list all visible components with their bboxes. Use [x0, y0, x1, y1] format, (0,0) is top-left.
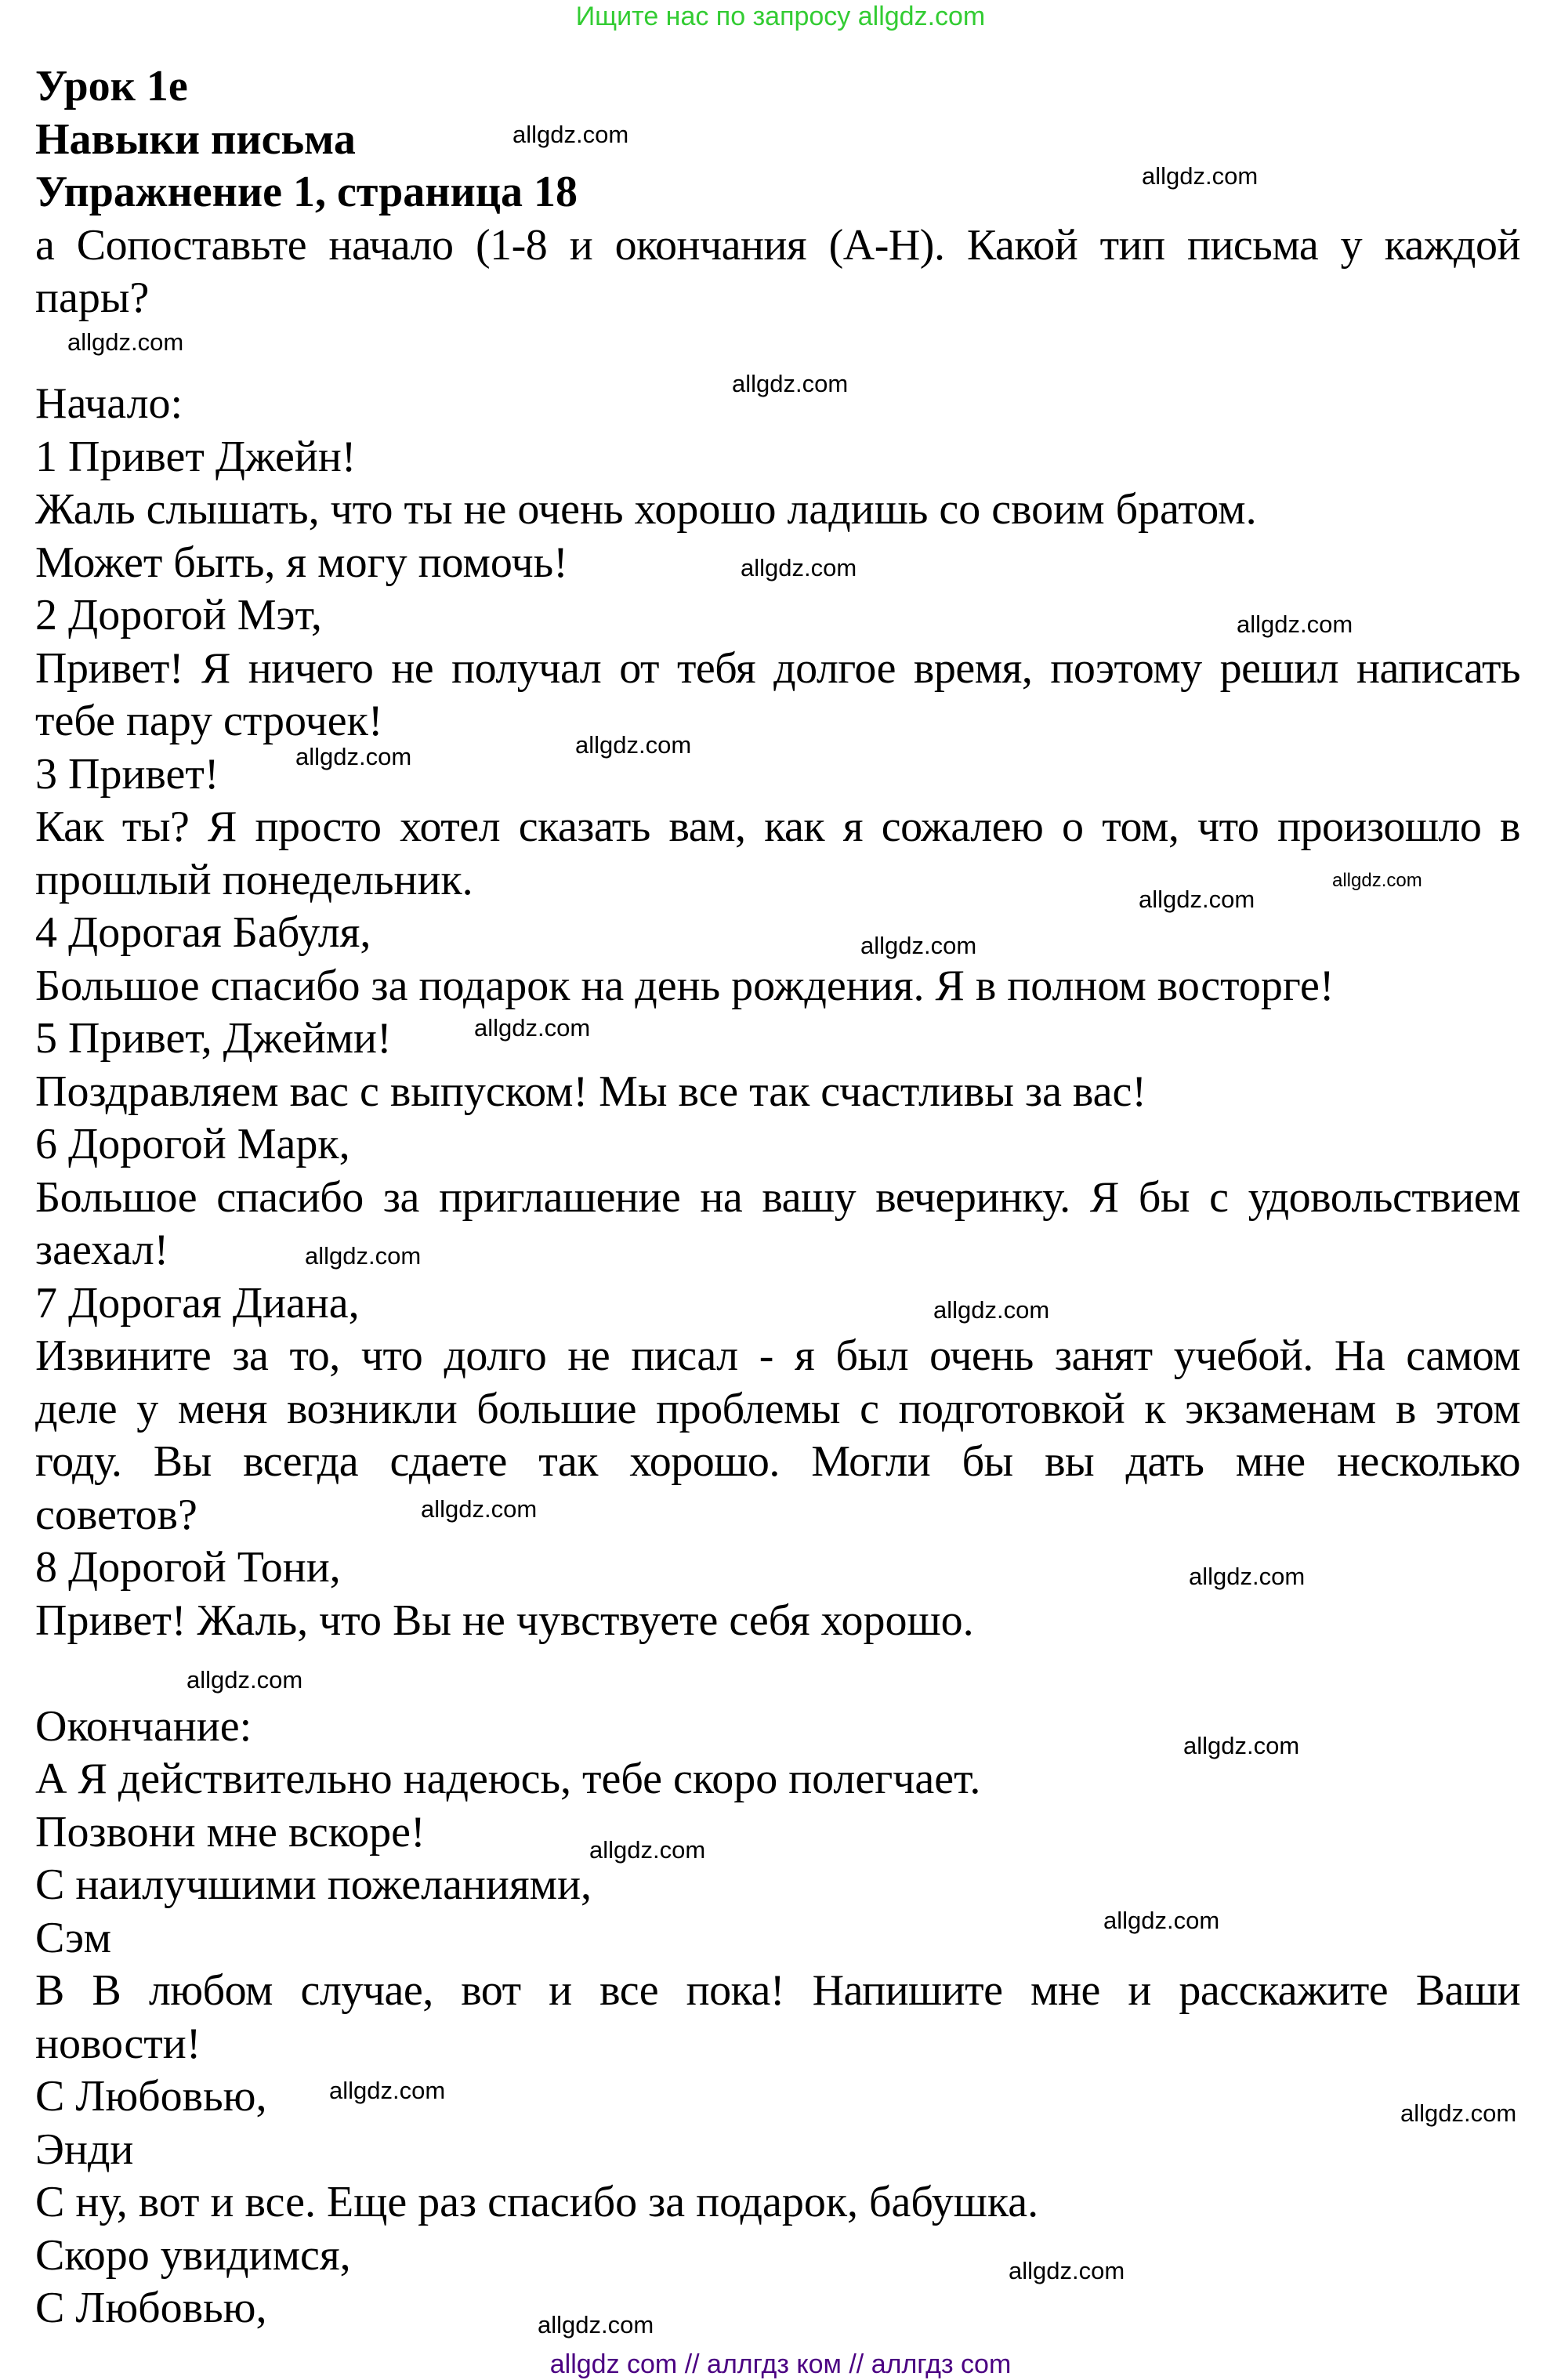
watermark: allgdz.com [1332, 870, 1422, 891]
document-body [35, 60, 1520, 2335]
beginnings-label: Начало: [35, 379, 183, 428]
ending-line: С Любовью, [35, 2072, 267, 2121]
ending-line: В В любом случае, вот и все пока! Напишите мне и расскажите Ваши [35, 1966, 1520, 2015]
beginning-line: 1 Привет Джейн! [35, 432, 357, 481]
beginning-line: 6 Дорогой Марк, [35, 1120, 350, 1168]
ending-line: новости! [35, 2019, 201, 2068]
beginning-line: Привет! Жаль, что Вы не чувствуете себя хорошо. [35, 1596, 974, 1645]
watermark: allgdz.com [295, 743, 412, 770]
ending-line: Позвони мне вскоре! [35, 1807, 426, 1857]
watermark: allgdz.com [575, 731, 692, 759]
watermark: allgdz.com [1142, 162, 1259, 190]
watermark: allgdz.com [1139, 886, 1255, 913]
watermark: allgdz.com [187, 1666, 303, 1694]
watermark: allgdz.com [305, 1242, 422, 1270]
watermark: allgdz.com [1183, 1732, 1300, 1759]
watermark: allgdz.com [329, 2077, 446, 2104]
beginning-line: 2 Дорогой Мэт, [35, 591, 322, 639]
ending-line: С Любовью, [35, 2284, 267, 2332]
ending-line: С наилучшими пожеланиями, [35, 1860, 592, 1909]
beginning-line: заехал! [35, 1226, 169, 1274]
watermark: allgdz.com [1400, 2099, 1517, 2127]
watermark: allgdz.com [741, 554, 857, 581]
task-line: а Сопоставьте начало (1-8 и окончания (А-Н). Какой тип письма у каждой [35, 220, 1520, 270]
watermark: allgdz.com [512, 121, 629, 148]
ending-line: Скоро увидимся, [35, 2230, 351, 2280]
watermark: allgdz.com [933, 1296, 1050, 1324]
lesson-title: Урок 1е [35, 62, 188, 110]
watermark: allgdz.com [1189, 1563, 1306, 1590]
ending-line: С ну, вот и все. Еще раз спасибо за подарок, бабушка. [35, 2178, 1039, 2226]
watermark: allgdz.com [474, 1014, 591, 1041]
watermark: allgdz.com [538, 2311, 654, 2338]
exercise-title: Упражнение 1, страница 18 [35, 168, 578, 216]
beginning-line: Большое спасибо за подарок на день рождения. Я в полном восторге! [35, 961, 1335, 1010]
beginning-line: году. Вы всегда сдаете так хорошо. Могли бы вы дать мне несколько [35, 1437, 1520, 1486]
ending-line: Сэм [35, 1913, 112, 1962]
beginning-line: Жаль слышать, что ты не очень хорошо ладишь со своим братом. [35, 485, 1257, 534]
ending-line: А Я действительно надеюсь, тебе скоро полегчает. [35, 1755, 981, 1803]
watermark: allgdz.com [1103, 1907, 1220, 1934]
watermark: allgdz.com [421, 1495, 538, 1523]
beginning-line: тебе пару строчек! [35, 697, 383, 745]
beginning-line: 4 Дорогая Бабуля, [35, 908, 371, 957]
beginning-line: советов? [35, 1490, 197, 1539]
watermark: allgdz.com [860, 932, 977, 959]
beginning-line: Может быть, я могу помочь! [35, 538, 568, 587]
watermark: allgdz.com [589, 1836, 706, 1864]
watermark: allgdz.com [1009, 2257, 1125, 2284]
task-line: пары? [35, 274, 150, 322]
ending-line: Энди [35, 2125, 134, 2174]
beginning-line: Поздравляем вас с выпуском! Мы все так счастливы за вас! [35, 1067, 1146, 1116]
watermark: allgdz.com [67, 328, 184, 356]
beginning-line: Привет! Я ничего не получал от тебя долгое время, поэтому решил написать [35, 643, 1520, 693]
beginning-line: 8 Дорогой Тони, [35, 1543, 341, 1592]
footer-banner: allgdz com // аллгдз ком // аллгдз com [549, 2349, 1012, 2379]
beginning-line: 5 Привет, Джейми! [35, 1014, 392, 1063]
beginning-line: Большое спасибо за приглашение на вашу вечеринку. Я бы с удовольствием [35, 1172, 1520, 1222]
beginning-line: 3 Привет! [35, 749, 219, 799]
beginning-line: деле у меня возникли большие проблемы с подготовкой к экзаменам в этом [35, 1384, 1520, 1433]
beginning-line: Как ты? Я просто хотел сказать вам, как я сожалею о том, что произошло в [35, 802, 1520, 851]
watermark: allgdz.com [1237, 610, 1353, 638]
search-banner: Ищите нас по запросу allgdz.com [575, 2, 986, 31]
beginning-line: прошлый понедельник. [35, 855, 473, 904]
beginning-line: Извините за то, что долго не писал - я был очень занят учебой. На самом [35, 1331, 1520, 1380]
endings-label: Окончание: [35, 1701, 252, 1751]
topic-title: Навыки письма [35, 114, 356, 164]
watermark: allgdz.com [732, 370, 849, 397]
beginning-line: 7 Дорогая Диана, [35, 1278, 360, 1328]
